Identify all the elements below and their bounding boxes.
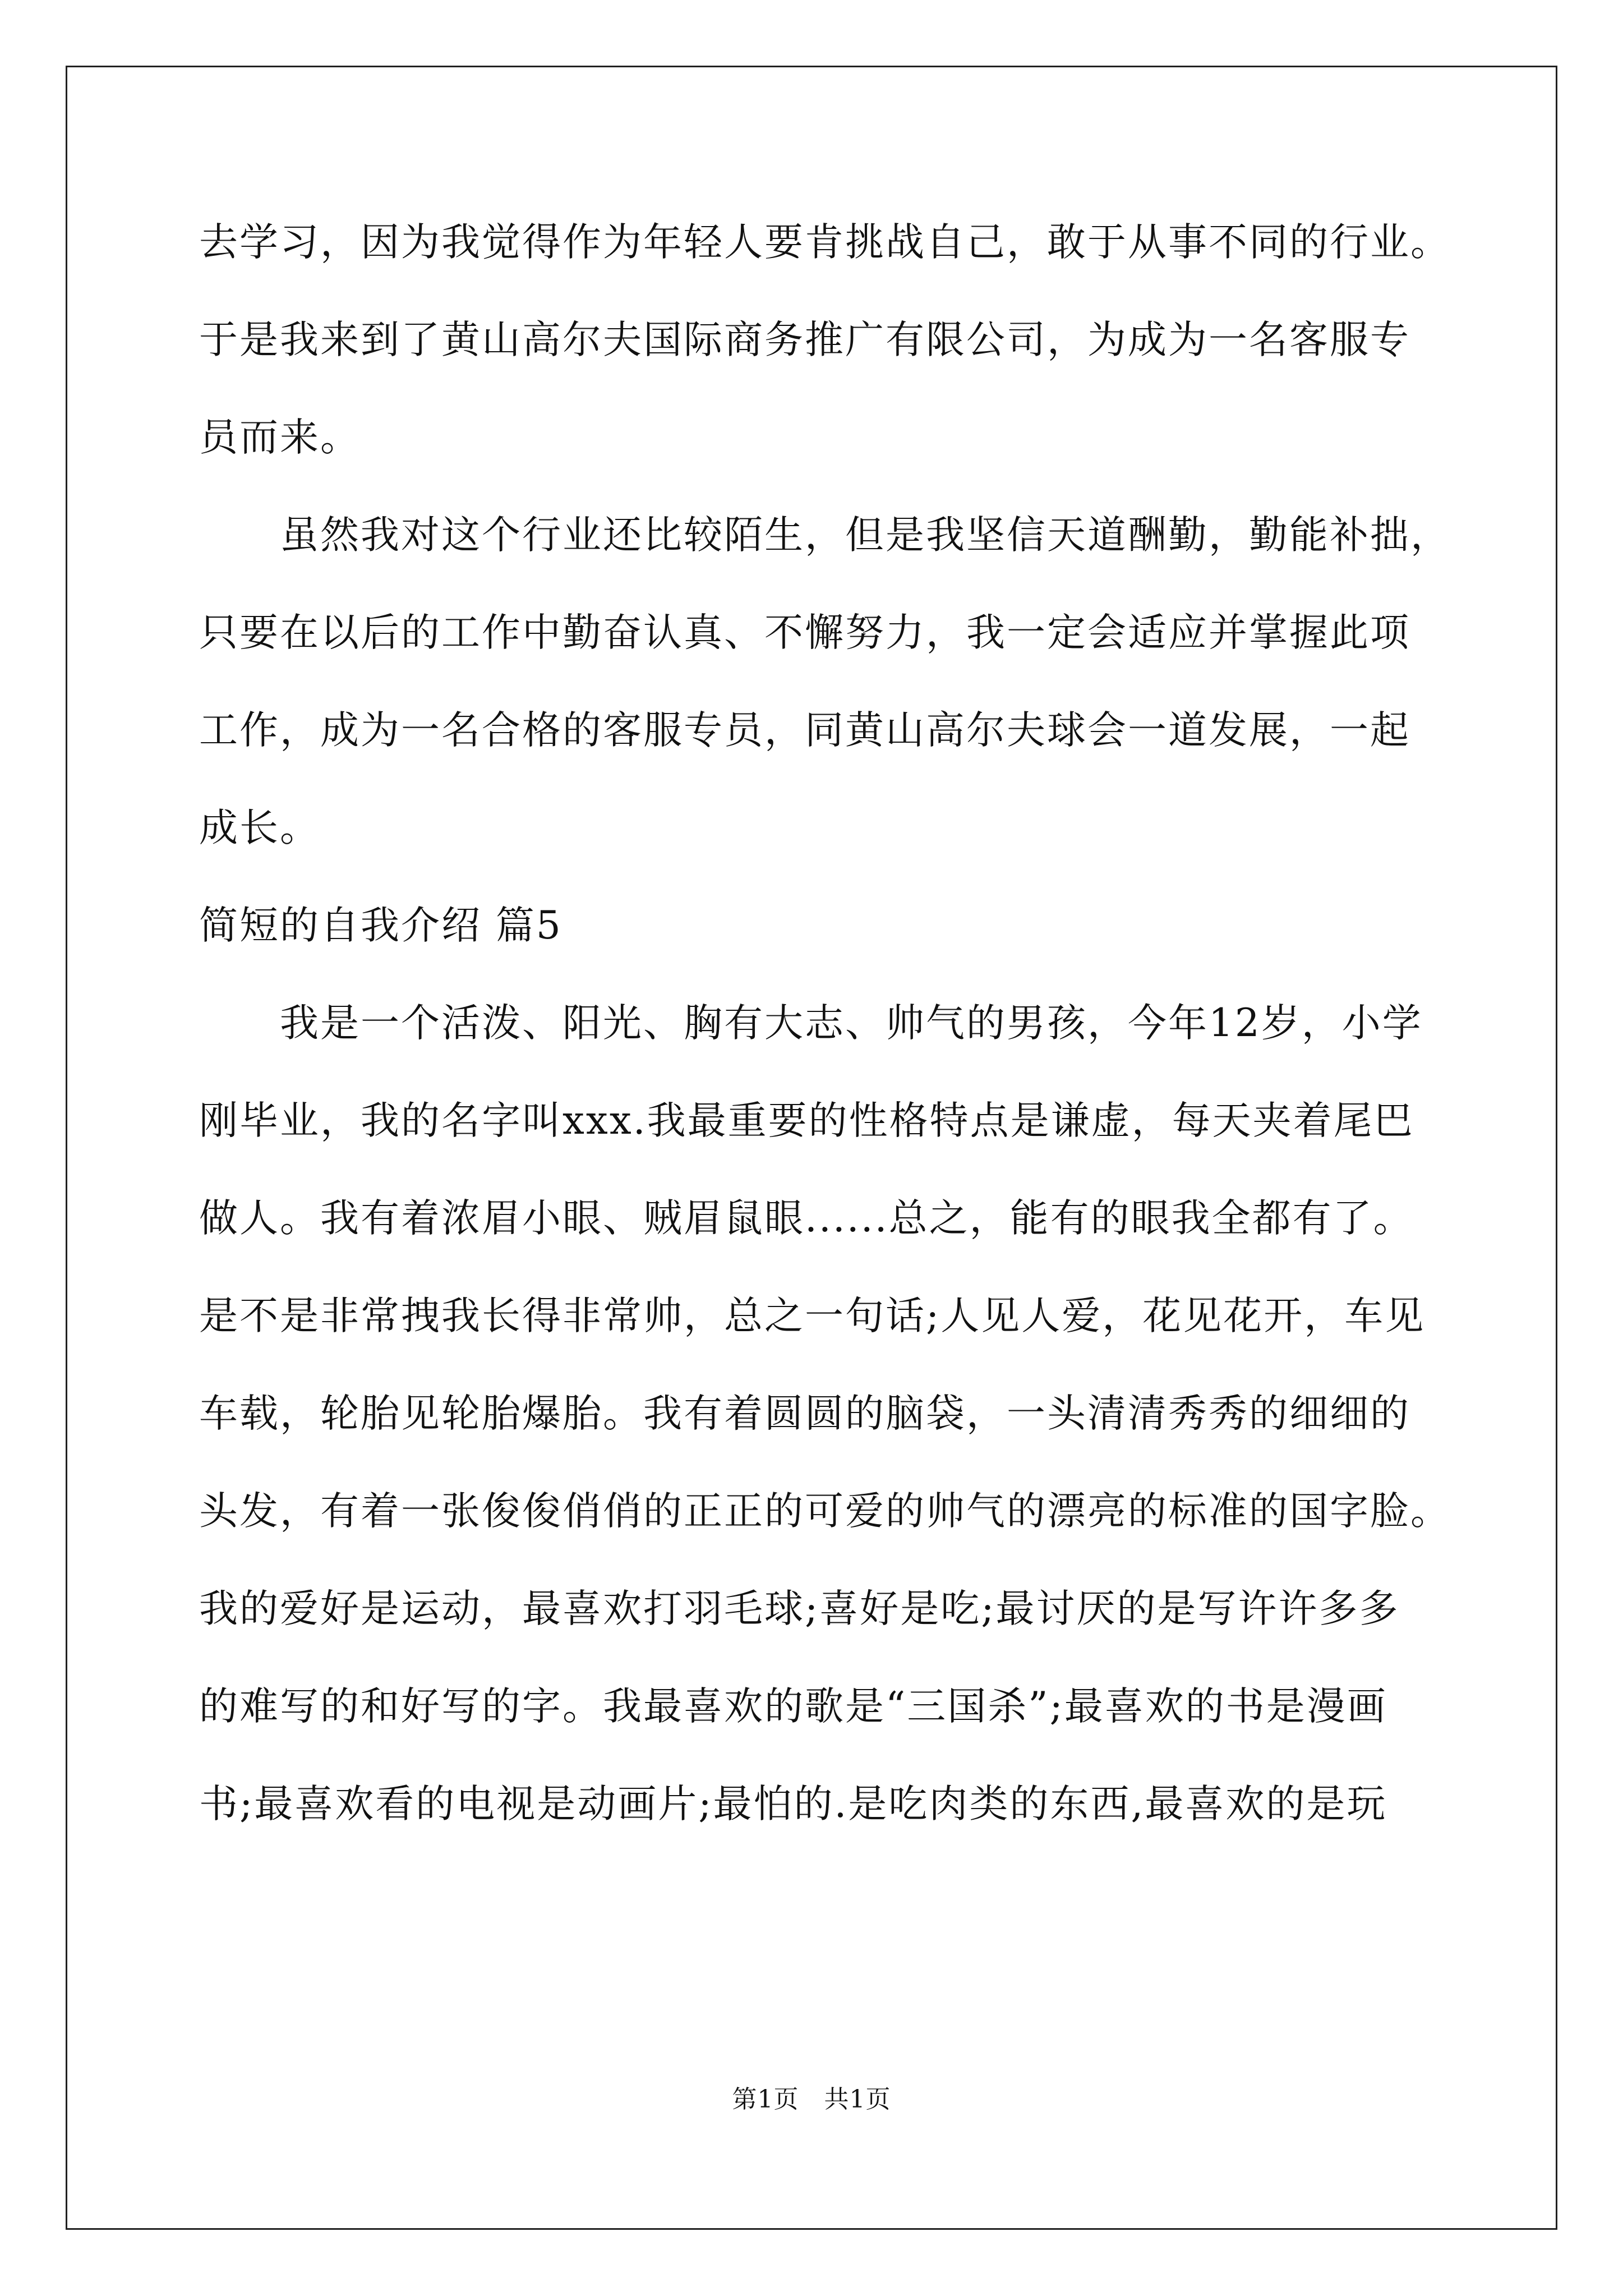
- body-line: 我是一个活泼、阳光、胸有大志、帅气的男孩，今年12岁，小学: [199, 1001, 1423, 1046]
- page-number: 第1页 共1页: [732, 2085, 891, 2114]
- body-line: 做人。我有着浓眉小眼、贼眉鼠眼......总之，能有的眼我全都有了。: [199, 1196, 1414, 1241]
- page-footer: [0, 2083, 1623, 2116]
- body-line: 于是我来到了黄山高尔夫国际商务推广有限公司，为成为一名客服专: [199, 318, 1410, 362]
- body-line: 去学习，因为我觉得作为年轻人要肯挑战自己，敢于从事不同的行业。: [199, 220, 1451, 265]
- body-line: 我的爱好是运动，最喜欢打羽毛球;喜好是吃;最讨厌的是写许许多多: [199, 1586, 1400, 1631]
- body-line: 书;最喜欢看的电视是动画片;最怕的.是吃肉类的东西,最喜欢的是玩: [199, 1782, 1387, 1826]
- body-line: 车载，轮胎见轮胎爆胎。我有着圆圆的脑袋，一头清清秀秀的细细的: [199, 1391, 1410, 1436]
- body-line: 头发，有着一张俊俊俏俏的正正的可爱的帅气的漂亮的标准的国字脸。: [199, 1489, 1451, 1534]
- body-line: 刚毕业，我的名字叫xxx.我最重要的性格特点是谦虚，每天夹着尾巴: [199, 1098, 1414, 1143]
- section-heading: 简短的自我介绍 篇5: [199, 903, 562, 948]
- body-line: 工作，成为一名合格的客服专员，同黄山高尔夫球会一道发展，一起: [199, 708, 1410, 753]
- document-body: [199, 194, 1451, 1853]
- body-line: 的难写的和好写的字。我最喜欢的歌是“三国杀”;最喜欢的书是漫画: [199, 1684, 1387, 1729]
- body-line: 员而来。: [199, 415, 361, 460]
- body-line: 只要在以后的工作中勤奋认真、不懈努力，我一定会适应并掌握此项: [199, 610, 1410, 655]
- body-line: 虽然我对这个行业还比较陌生，但是我坚信天道酬勤，勤能补拙，: [199, 513, 1451, 558]
- body-line: 成长。: [199, 806, 320, 850]
- body-line: 是不是非常拽我长得非常帅，总之一句话;人见人爱，花见花开，车见: [199, 1294, 1426, 1338]
